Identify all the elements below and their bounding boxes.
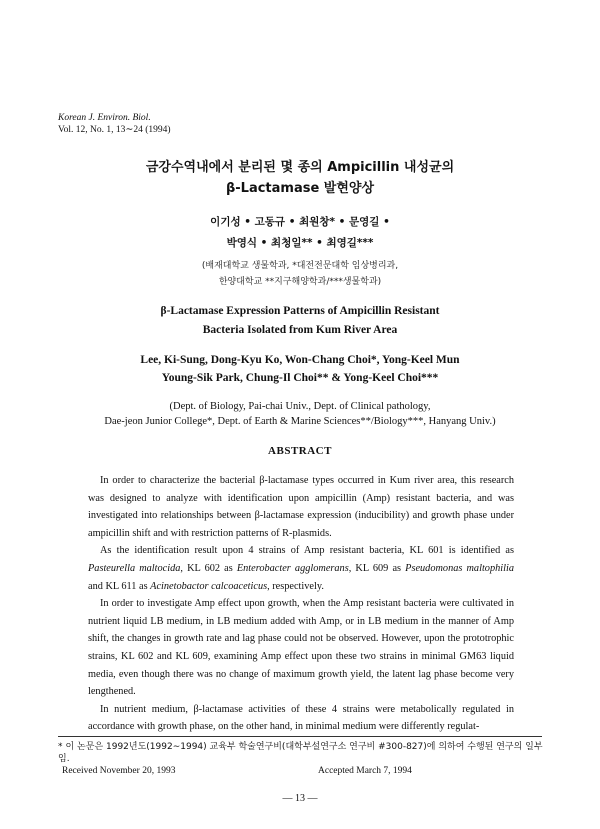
accepted-date: Accepted March 7, 1994 (318, 766, 412, 776)
english-authors-line-1: Lee, Ki-Sung, Dong-Kyu Ko, Won-Chang Choi*, Yong-Keel Mun (140, 354, 460, 366)
footnote-divider (58, 736, 542, 737)
footnote-marker: * (58, 742, 63, 752)
page-number: — 13 — (282, 793, 318, 804)
english-authors-line-2: Young-Sik Park, Chung-Il Choi** & Yong-Keel Choi*** (161, 372, 439, 384)
abstract-paragraph-3: In order to investigate Amp effect upon growth, when the Amp resistant bacteria were cultivated in nutrient liquid LB medium, in LB medium added with Amp, or in LB medium in the manner of Amp shift, the changes in growth rate and lag phase could not be observed. However, upon the prototrophic strains, KL 602 and KL 609, examining Amp effect upon these two strains in minimal GM63 liquid media, even though there was no change of maximum growth yield, the latent lag phase become very lengthened. (88, 598, 514, 698)
abstract-paragraph-2 (88, 542, 514, 595)
species-name: Enterobacter agglomerans (236, 562, 349, 574)
korean-title-line-2: β-Lactamase 발현양상 (225, 181, 375, 196)
english-title-line-2: Bacteria Isolated from Kum River Area (202, 324, 398, 336)
korean-affiliation-line-2: 한양대학교 **지구해양학과/***생물학과) (218, 277, 382, 287)
korean-authors-line-1: 이기성 • 고동규 • 최원창* • 문영길 • (210, 216, 390, 228)
korean-affiliation-line-1: (배재대학교 생물학과, *대전전문대학 임상병리과, (201, 261, 399, 271)
species-name: Pasteurella maltocida (88, 562, 181, 574)
abstract-paragraph-1: In order to characterize the bacterial β-lactamase types occurred in Kum river area, this research was designed to analyze with identification upon ampicillin (Amp) resistant bacteria, and was investigated into relationships between β-lactamase expression (inducibility) and growth phase under ampicillin shift and with restriction patterns of R-plasmids. (88, 475, 514, 539)
abstract-paragraph-4: In nutrient medium, β-lactamase activities of these 4 strains were metabolically regulated in accordance with growth phase, on the other hand, in minimal medium were differently regulat- (88, 703, 514, 733)
korean-authors-line-2: 박영식 • 최청일** • 최영길*** (226, 237, 374, 249)
received-date: Received November 20, 1993 (62, 766, 176, 776)
footnote-text: 이 논문은 1992년도(1992∼1994) 교육부 학술연구비(대학부설연구소 연구비 #300-827)에 의하여 수행된 연구의 일부임. (58, 742, 543, 764)
abstract-text: , KL 609 as (348, 562, 406, 574)
journal-header (58, 112, 171, 136)
english-title-line-1: β-Lactamase Expression Patterns of Ampicillin Resistant (160, 305, 440, 317)
species-name: Acinetobactor calcoaceticus (150, 580, 268, 592)
journal-volume: Vol. 12, No. 1, 13∼24 (1994) (58, 125, 171, 135)
abstract-text: As the identification result upon 4 strains of Amp resistant bacteria, KL 601 is identified as (100, 545, 514, 557)
abstract-text: , respectively. (267, 580, 324, 592)
abstract-body (88, 472, 514, 736)
footnote (58, 741, 548, 765)
journal-name: Korean J. Environ. Biol. (58, 113, 151, 123)
abstract-text: and KL 611 as (88, 580, 151, 592)
abstract-heading: ABSTRACT (268, 445, 332, 457)
english-affiliation-line-2: Dae-jeon Junior College*, Dept. of Earth & Marine Sciences**/Biology***, Hanyang Univ.) (104, 416, 496, 427)
english-affiliation-line-1: (Dept. of Biology, Pai-chai Univ., Dept. of Clinical pathology, (169, 401, 431, 412)
abstract-text: , KL 602 as (180, 562, 237, 574)
korean-title-line-1: 금강수역내에서 분리된 몇 종의 Ampicillin 내성균의 (145, 160, 455, 175)
species-name: Pseudomonas maltophilia (405, 562, 514, 574)
